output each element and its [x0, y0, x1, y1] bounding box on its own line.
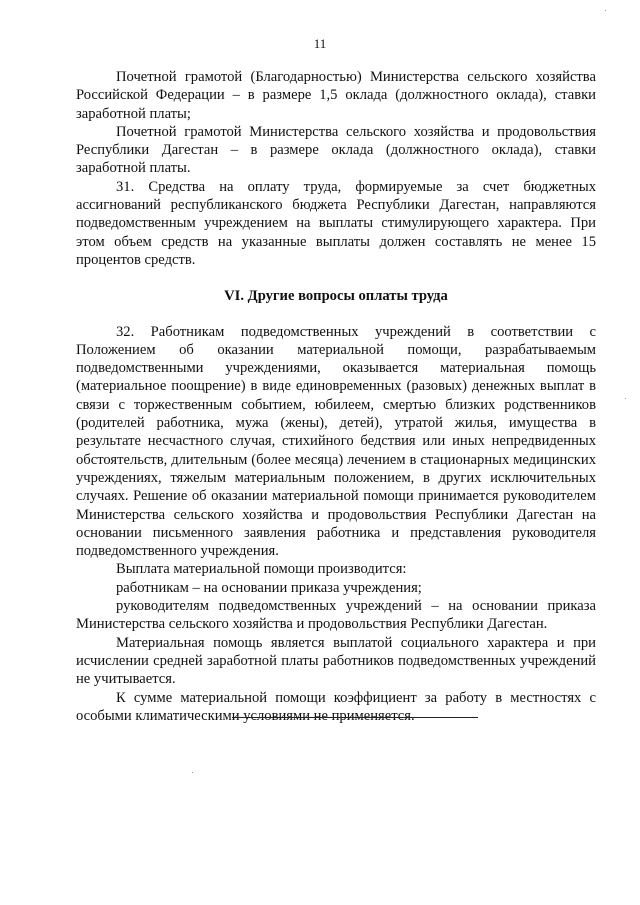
paragraph-honorary-certificate-regional: Почетной грамотой Министерства сельского хозяйства и продовольствия Республики Дагестан – в размере оклада (должностного оклада), ставки заработной платы.	[76, 123, 596, 177]
scan-speck	[605, 10, 606, 11]
document-body	[76, 68, 596, 725]
paragraph-payment-heads: руководителям подведомственных учреждений – на основании приказа Министерства сельского хозяйства и продовольствия Республики Дагестан.	[76, 598, 596, 633]
paragraph-climate-coefficient: К сумме материальной помощи коэффициент за работу в местностях с особыми климатическими условиями не применяется.	[76, 689, 596, 724]
paragraph-honorary-certificate-federal: Почетной грамотой (Благодарностью) Министерства сельского хозяйства Российской Федерации – в размере 1,5 оклада (должностного оклада), ставки заработной платы;	[76, 69, 596, 122]
scan-speck	[625, 398, 626, 399]
scan-speck	[192, 772, 193, 773]
page-number: 11	[313, 36, 327, 51]
paragraph-item-32: 32. Работникам подведомственных учреждений в соответствии с Положением об оказании материальной помощи, разрабатываемым подведомственными учреждениями, оказывается материальная помощь (материальное поощрение) в виде единовременных (разовых) денежных выплат в связи с торжественным событием, юбилеем, смертью близких родственников (родителей работника, мужа (жены), детей), утратой жилья, имущества в результате несчастного случая, стихийного бедствия или иных непредвиденных обстоятельств, длительным (более месяца) лечением в стационарных медицинских учреждениях, тяжелым материальным положением, в других исключительных случаях. Решение об оказании материальной помощи принимается руководителем Министерства сельского хозяйства и продовольствия Республики Дагестан на основании письменного заявления работника и представления руководителя подведомственного учреждения.	[76, 323, 596, 560]
paragraph-item-31: 31. Средства на оплату труда, формируемые за счет бюджетных ассигнований республиканского бюджета Республики Дагестан, направляются подведомственным учреждением на выплаты стимулирующего характера. При этом объем средств на указанные выплаты должен составлять не менее 15 процентов средств.	[76, 178, 596, 268]
closing-divider	[232, 717, 478, 718]
paragraph-social-character: Материальная помощь является выплатой социального характера и при исчислении средней заработной платы работников подведомственных учреждений не учитывается.	[76, 634, 596, 688]
paragraph-payment-employees: работникам – на основании приказа учреждения;	[116, 579, 422, 596]
section-heading: VI. Другие вопросы оплаты труда	[224, 288, 448, 305]
paragraph-payment-basis: Выплата материальной помощи производится:	[116, 561, 407, 578]
